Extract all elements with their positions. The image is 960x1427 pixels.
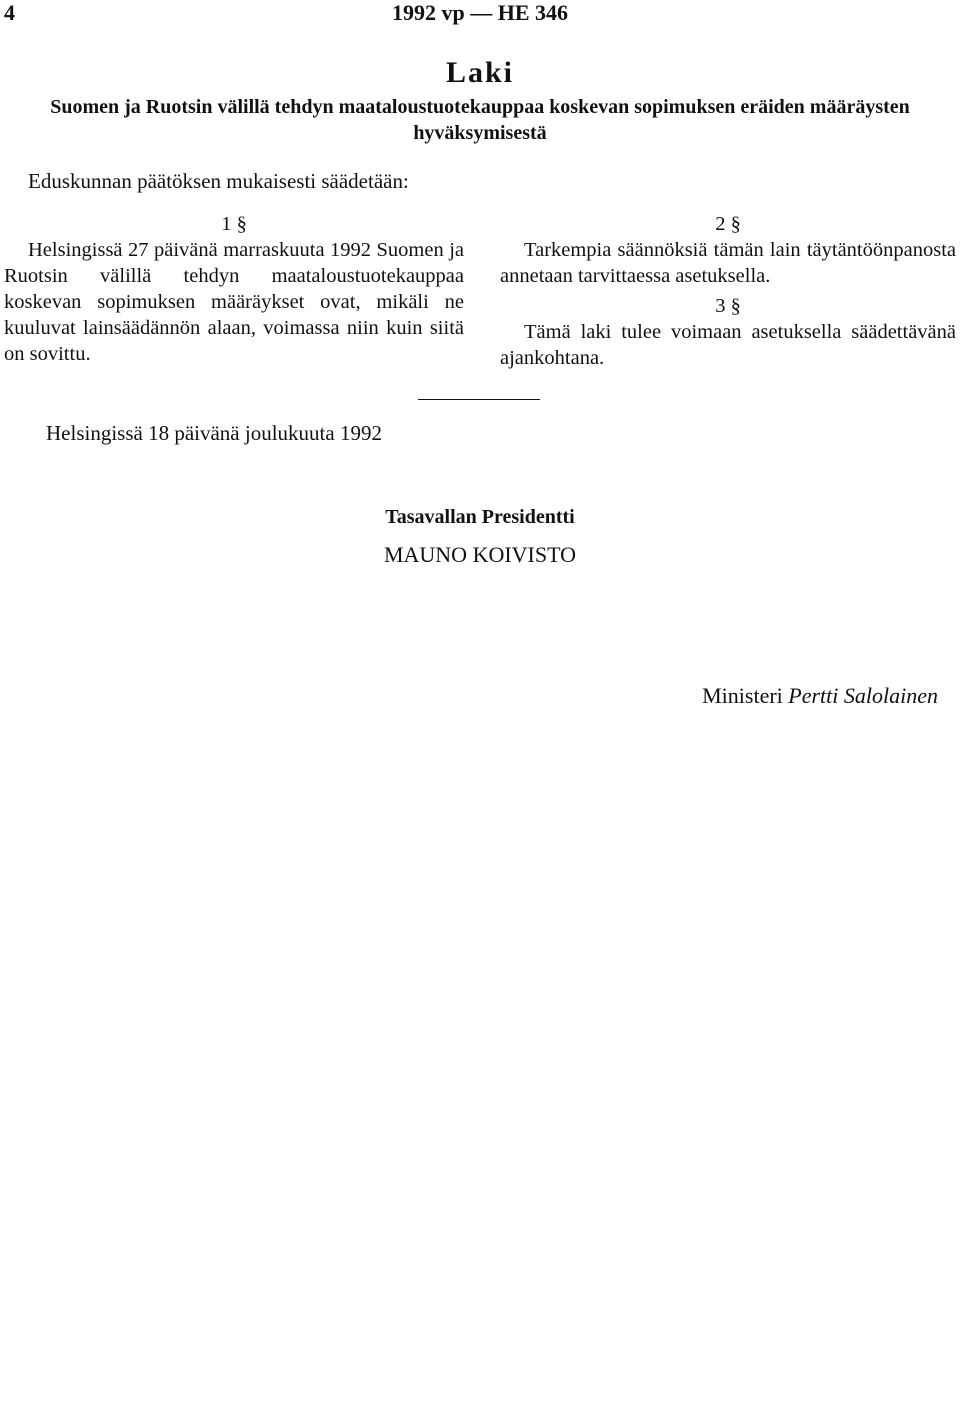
running-header: 1992 vp — HE 346 (391, 0, 569, 25)
section-2-heading: 2 § (715, 213, 741, 235)
president-name: MAUNO KOIVISTO (383, 542, 577, 567)
section-2-text: Tarkempia säännöksiä tämän lain täytäntöönpanosta annetaan tarvittaessa asetuksella. (500, 239, 956, 287)
section-1-heading: 1 § (221, 213, 247, 235)
divider-rule (418, 399, 540, 400)
minister-name: Pertti Salolainen (788, 683, 938, 708)
section-3-text: Tämä laki tulee voimaan asetuksella säädettävänä ajankohtana. (500, 321, 956, 369)
minister-label: Ministeri (702, 683, 783, 708)
subtitle-line-1: Suomen ja Ruotsin välillä tehdyn maataloustuotekauppaa koskevan sopimuksen eräiden määräysten (50, 96, 910, 118)
left-column (4, 211, 464, 367)
document-title: Laki (445, 56, 515, 89)
signing-place-date: Helsingissä 18 päivänä joulukuuta 1992 (46, 421, 382, 445)
section-3-heading: 3 § (715, 295, 741, 317)
minister-signature-line (702, 683, 938, 709)
right-column (500, 211, 956, 371)
president-title: Tasavallan Presidentti (385, 506, 575, 528)
document-subtitle (0, 94, 960, 146)
subtitle-line-2: hyväksymisestä (413, 122, 547, 144)
page-number: 4 (4, 0, 15, 25)
enactment-clause: Eduskunnan päätöksen mukaisesti säädetään: (28, 169, 409, 193)
section-1-text: Helsingissä 27 päivänä marraskuuta 1992 Suomen ja Ruotsin välillä tehdyn maataloustuotekauppaa koskevan sopimuksen määräykset ovat, mikäli ne kuuluvat lainsäädännön alaan, voimassa niin kuin siitä on sovittu. (4, 239, 464, 365)
